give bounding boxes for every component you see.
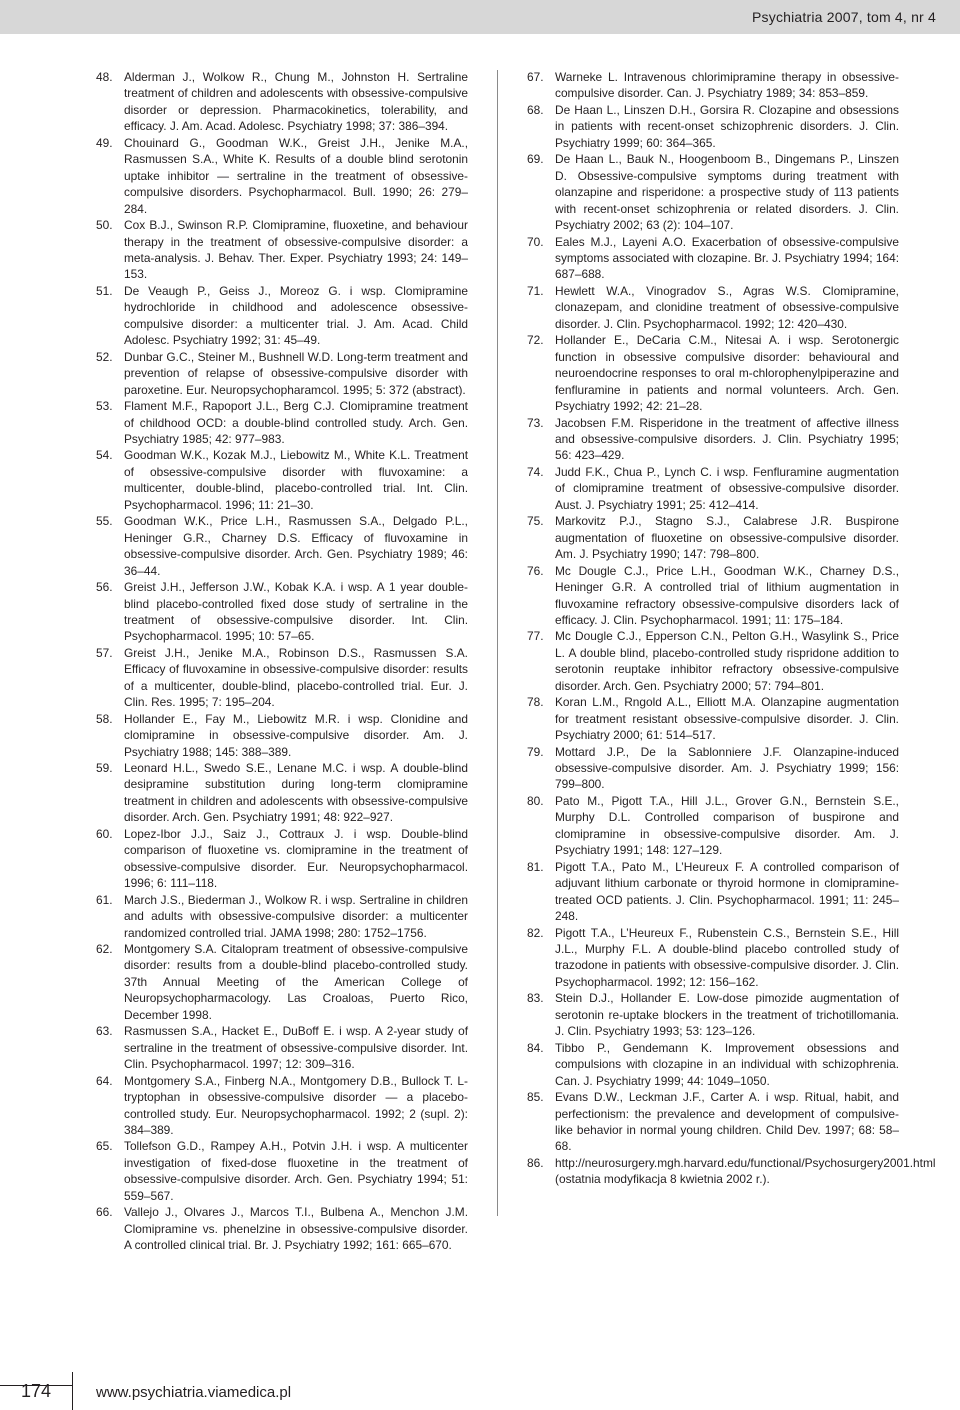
reference-text: Goodman W.K., Kozak M.J., Liebowitz M., White K.L. Treatment of obsessive-compulsive disorder with fluvoxamine: a multicenter, double-blind, placebo-controlled trial. Int. Clin. Psychopharmacol. 1996; 11: 21–30. <box>124 448 468 512</box>
reference-item <box>96 513 468 579</box>
reference-number: 86. <box>527 1155 544 1170</box>
reference-number: 49. <box>96 135 113 150</box>
reference-number: 66. <box>96 1205 113 1220</box>
reference-number: 48. <box>96 70 113 84</box>
reference-item <box>96 217 468 283</box>
reference-text: Tibbo P., Gendemann K. Improvement obsessions and compulsions with clozapine in an individual with schizophrenia. Can. J. Psychiatry 1999; 44: 1049–1050. <box>555 1040 899 1088</box>
reference-text: Chouinard G., Goodman W.K., Greist J.H., Jenike M.A., Rasmussen S.A., White K. Results of a double blind serotonin uptake inhibitor — sertraline in the treatment of obsessive-compulsive disorders. Psychopharmacol. Bull. 1990; 26: 279–284. <box>124 135 468 216</box>
reference-item <box>96 349 468 398</box>
reference-item <box>527 69 899 102</box>
reference-item <box>527 563 899 629</box>
running-header <box>0 0 960 34</box>
reference-number: 60. <box>96 826 113 841</box>
reference-number: 68. <box>527 102 544 117</box>
reference-text: De Haan L., Bauk N., Hoogenboom B., Dingemans P., Linszen D. Obsessive-compulsive symptoms during treatment with olanzapine and risperidone: a prospective study of 113 patients with recent-onset schizophrenia or related disorders. J. Clin. Psychiatry 2002; 63 (2): 104–107. <box>555 152 899 233</box>
reference-item <box>527 925 899 991</box>
reference-text: Eales M.J., Layeni A.O. Exacerbation of obsessive-compulsive symptoms associated with clozapine. Br. J. Psychiatry 1994; 164: 687–688. <box>555 234 899 282</box>
reference-number: 62. <box>96 942 113 957</box>
reference-text: Markovitz P.J., Stagno S.J., Calabrese J.R. Buspirone augmentation of fluoxetine on obsessive-compulsive disorder. Am. J. Psychiatry 1990; 147: 798–800. <box>555 514 899 562</box>
reference-number: 50. <box>96 218 113 233</box>
reference-number: 61. <box>96 892 113 907</box>
reference-number: 56. <box>96 580 113 595</box>
reference-item <box>96 826 468 892</box>
reference-number: 75. <box>527 514 544 529</box>
reference-text: Koran L.M., Rngold A.L., Elliott M.A. Olanzapine augmentation for treatment resistant obsessive-compulsive disorder. J. Clin. Psychiatry 2000; 61: 514–517. <box>555 695 899 743</box>
reference-number: 58. <box>96 711 113 726</box>
reference-text: Stein D.J., Hollander E. Low-dose pimozide augmentation of serotonin re-uptake blockers in the treatment of trichotillomania. J. Clin. Psychiatry 1993; 53: 123–126. <box>555 991 899 1039</box>
reference-text: Dunbar G.C., Steiner M., Bushnell W.D. Long-term treatment and prevention of relapse of obsessive-compulsive disorder with paroxetine. Eur. Neuropsychopharamcol. 1995; 5: 372 (abstract). <box>124 349 468 397</box>
references-left-column <box>96 69 468 1254</box>
reference-item <box>527 628 899 694</box>
reference-number: 67. <box>527 70 544 84</box>
reference-number: 72. <box>527 333 544 348</box>
reference-item <box>96 398 468 447</box>
reference-text: Evans D.W., Leckman J.F., Carter A. i wsp. Ritual, habit, and perfectionism: the prevalence and development of compulsive-like behavior in normal young children. Child Dev. 1997; 68: 58–68. <box>555 1090 899 1154</box>
reference-item <box>527 102 899 151</box>
reference-number: 52. <box>96 349 113 364</box>
reference-item <box>527 1089 899 1155</box>
reference-text: Montgomery S.A., Finberg N.A., Montgomery D.B., Bullock T. L-tryptophan in obsessive-compulsive disorder — a placebo-controlled study. Eur. Neuropsychopharmacol. 1992; 2 (supl. 2): 384–389. <box>124 1073 468 1137</box>
reference-text: Cox B.J., Swinson R.P. Clomipramine, fluoxetine, and behaviour therapy in the treatment of obsessive-compulsive disorder: a meta-analysis. J. Behav. Ther. Exper. Psychiatry 1993; 24: 149–153. <box>124 218 468 282</box>
reference-item <box>96 892 468 941</box>
reference-number: 54. <box>96 448 113 463</box>
reference-item <box>96 645 468 711</box>
reference-number: 78. <box>527 695 544 710</box>
reference-text: Greist J.H., Jefferson J.W., Kobak K.A. i wsp. A 1 year double-blind placebo-controlled fixed dose study of sertraline in the treatment of obsessive-compulsive disorder. Int. Clin. Psychopharmacol. 1995; 10: 57–65. <box>124 580 468 644</box>
page-number: 174 <box>20 1381 52 1401</box>
journal-title: Psychiatria 2007, tom 4, nr 4 <box>752 9 936 25</box>
reference-text: Tollefson G.D., Rampey A.H., Potvin J.H. i wsp. A multicenter investigation of fixed-dose fluoxetine in the treatment of obsessive-compulsive disorder. Arch. Gen. Psychiatry 1994; 51: 559–567. <box>124 1139 468 1203</box>
reference-item <box>96 711 468 760</box>
reference-text: De Haan L., Linszen D.H., Gorsira R. Clozapine and obsessions in patients with recent-onset schizophrenic disorders. J. Clin. Psychiatry 1999; 60: 364–365. <box>555 102 899 150</box>
reference-number: 59. <box>96 761 113 776</box>
reference-text: Judd F.K., Chua P., Lynch C. i wsp. Fenfluramine augmentation of clomipramine treatment of obsessive-compulsive disorder. Aust. J. Psychiatry 1991; 25: 412–414. <box>555 464 899 512</box>
reference-number: 65. <box>96 1139 113 1154</box>
reference-item <box>527 415 899 464</box>
reference-item <box>527 332 899 414</box>
reference-item <box>96 1073 468 1139</box>
reference-text: Pato M., Pigott T.A., Hill J.L., Grover G.N., Bernstein S.E., Murphy D.L. Controlled comparison of buspirone and clomipramine in obsessive-compulsive disorder. Am. J. Psychiatry 1991; 148: 127–129. <box>555 793 899 858</box>
reference-text: De Veaugh P., Geiss J., Moreoz G. i wsp. Clomipramine hydrochloride in childhood and adolescence obsessive-compulsive disorder: a multicenter trial. J. Am. Acad. Child Adolesc. Psychiatry 1992; 31: 45–49. <box>124 283 468 348</box>
column-divider <box>497 70 498 1216</box>
reference-item <box>527 694 899 743</box>
reference-number: 69. <box>527 152 544 167</box>
reference-number: 74. <box>527 464 544 479</box>
reference-text: Alderman J., Wolkow R., Chung M., Johnston H. Sertraline treatment of children and adolescents with obsessive-compulsive disorder or depression. Pharmacokinetics, tolerability, and efficacy. J. Am. Acad. Adolesc. Psychiatry 1998; 37: 386–394. <box>124 70 468 134</box>
reference-text: Hollander E., Fay M., Liebowitz M.R. i wsp. Clonidine and clomipramine in obsessive-compulsive disorder. Am. J. Psychiatry 1988; 145: 388–389. <box>124 711 468 759</box>
footer-divider <box>72 1372 73 1410</box>
reference-number: 73. <box>527 415 544 430</box>
reference-item <box>527 744 899 793</box>
reference-text: Jacobsen F.M. Risperidone in the treatment of affective illness and obsessive-compulsive disorders. J. Clin. Psychiatry 1995; 56: 423–429. <box>555 415 899 463</box>
reference-item <box>527 793 899 859</box>
reference-number: 55. <box>96 514 113 529</box>
reference-number: 57. <box>96 645 113 660</box>
reference-item <box>96 1138 468 1204</box>
reference-text: Flament M.F., Rapoport J.L., Berg C.J. Clomipramine treatment of childhood OCD: a double-blind controlled study. Arch. Gen. Psychiatry 1985; 42: 977–983. <box>124 399 468 446</box>
reference-item <box>527 151 899 233</box>
reference-number: 71. <box>527 283 544 298</box>
reference-text: Mc Dougle C.J., Epperson C.N., Pelton G.H., Wasylink S., Price L. A double blind, placebo-controlled study rispridone addition to serotonin reuptake inhibitor refractory obsessive-compulsive disorder. Arch. Gen. Psychiatry 2000; 57: 794–801. <box>555 629 899 693</box>
reference-number: 80. <box>527 793 544 808</box>
reference-item <box>527 990 899 1039</box>
reference-text: http://neurosurgery.mgh.harvard.edu/functional/Psychosurgery2001.html (ostatnia modyfikacja 8 kwietnia 2002 r.). <box>555 1155 936 1187</box>
reference-item <box>527 1040 899 1089</box>
reference-item <box>96 579 468 645</box>
reference-item <box>96 941 468 1023</box>
reference-number: 63. <box>96 1024 113 1039</box>
reference-item <box>527 283 899 332</box>
reference-number: 84. <box>527 1040 544 1055</box>
reference-text: Lopez-Ibor J.J., Saiz J., Cottraux J. i wsp. Double-blind comparison of fluoxetine vs. clomipramine in the treatment of obsessive-compulsive disorder. Eur. Neuropsychopharmacol. 1996; 6: 111–118. <box>124 826 468 891</box>
reference-number: 76. <box>527 563 544 578</box>
reference-item <box>527 234 899 283</box>
reference-item <box>527 1155 936 1188</box>
references-right-column <box>527 69 936 1188</box>
reference-number: 64. <box>96 1073 113 1088</box>
reference-number: 82. <box>527 925 544 940</box>
reference-item <box>96 1204 468 1253</box>
reference-text: Hollander E., DeCaria C.M., Nitesai A. i wsp. Serotonergic function in obsessive compulsive disorder: behavioural and neuroendocrine responses to oral m-chlorophenylpiperazine and fenfluramine in patients and normal volunteers. Arch. Gen. Psychiatry 1992; 42: 21–28. <box>555 333 899 414</box>
reference-text: Warneke L. Intravenous chlorimipramine therapy in obsessive-compulsive disorder. Can. J. Psychiatry 1989; 34: 853–859. <box>555 70 899 101</box>
reference-text: Mc Dougle C.J., Price L.H., Goodman W.K., Charney D.S., Heninger G.R. A controlled trial of lithium augmentation in fluvoxamine refractory obsessive-compulsive disorders lack of efficacy. J. Clin. Psychopharmacol. 1991; 11: 175–184. <box>555 563 899 627</box>
reference-item <box>96 283 468 349</box>
reference-item <box>96 69 468 135</box>
reference-item <box>96 760 468 826</box>
reference-number: 70. <box>527 234 544 249</box>
reference-number: 51. <box>96 283 113 298</box>
reference-item <box>527 464 899 513</box>
reference-text: Montgomery S.A. Citalopram treatment of obsessive-compulsive disorder: results from a double-blind placebo-controlled study. 37th Annual Meeting of the American College of Neuropsychopharmacology. Las Croaloas, Puerto Rico, December 1998. <box>124 942 468 1022</box>
reference-text: Pigott T.A., L’Heureux F., Rubenstein C.S., Bernstein S.E., Hill J.L., Murphy F.L. A double-blind placebo controlled study of trazodone in patients with obsessive-compulsive disorder. J. Clin. Psychopharmacol. 1992; 12: 156–162. <box>555 925 899 989</box>
reference-number: 53. <box>96 399 113 414</box>
reference-item <box>96 1023 468 1072</box>
reference-number: 85. <box>527 1090 544 1105</box>
reference-number: 79. <box>527 744 544 759</box>
reference-text: Greist J.H., Jenike M.A., Robinson D.S., Rasmussen S.A. Efficacy of fluvoxamine in obsessive-compulsive disorder: results of a multicenter, double-blind, placebo-controlled trial. Eur. J. Clin. Res. 1995; 7: 195–204. <box>124 645 468 710</box>
reference-text: Mottard J.P., De la Sablonniere J.F. Olanzapine-induced obsessive-compulsive disorder. Am. J. Psychiatry 1999; 156: 799–800. <box>555 744 899 792</box>
reference-number: 83. <box>527 991 544 1006</box>
reference-item <box>96 447 468 513</box>
reference-item <box>527 859 899 925</box>
reference-text: Hewlett W.A., Vinogradov S., Agras W.S. Clomipramine, clonazepam, and clonidine treatment of obsessive-compulsive disorder. J. Clin. Psychopharmacol. 1992; 12: 420–430. <box>555 283 899 331</box>
reference-number: 77. <box>527 629 544 644</box>
reference-text: Rasmussen S.A., Hacket E., DuBoff E. i wsp. A 2-year study of sertraline in the treatment of obsessive-compulsive disorder. Int. Clin. Psychopharmacol. 1997; 12: 309–316. <box>124 1024 468 1072</box>
reference-item <box>527 513 899 562</box>
reference-text: Leonard H.L., Swedo S.E., Lenane M.C. i wsp. A double-blind desipramine substitution during long-term clomipramine treatment in children and adolescents with obsessive-compulsive disorder. Arch. Gen. Psychiatry 1991; 48: 922–927. <box>124 761 468 825</box>
reference-text: March J.S., Biederman J., Wolkow R. i wsp. Sertraline in children and adults with obsessive-compulsive disorder: a multicenter randomized controlled trial. JAMA 1998; 280: 1752–1756. <box>124 892 468 940</box>
reference-text: Goodman W.K., Price L.H., Rasmussen S.A., Delgado P.L., Heninger G.R., Charney D.S. Efficacy of fluvoxamine in obsessive-compulsive disorder. Arch. Gen. Psychiatry 1989; 46: 36–44. <box>124 514 468 578</box>
reference-text: Pigott T.A., Pato M., L’Heureux F. A controlled comparison of adjuvant lithium carbonate or thyroid hormone in clomipramine-treated OCD patients. J. Clin. Psychopharmacol. 1991; 11: 245–248. <box>555 859 899 924</box>
journal-url: www.psychiatria.viamedica.pl <box>96 1384 292 1401</box>
reference-text: Vallejo J., Olvares J., Marcos T.I., Bulbena A., Menchon J.M. Clomipramine vs. phenelzine in obsessive-compulsive disorder. A controlled clinical trial. Br. J. Psychiatry 1992; 161: 665–670. <box>124 1205 468 1253</box>
reference-item <box>96 135 468 217</box>
reference-number: 81. <box>527 859 544 874</box>
